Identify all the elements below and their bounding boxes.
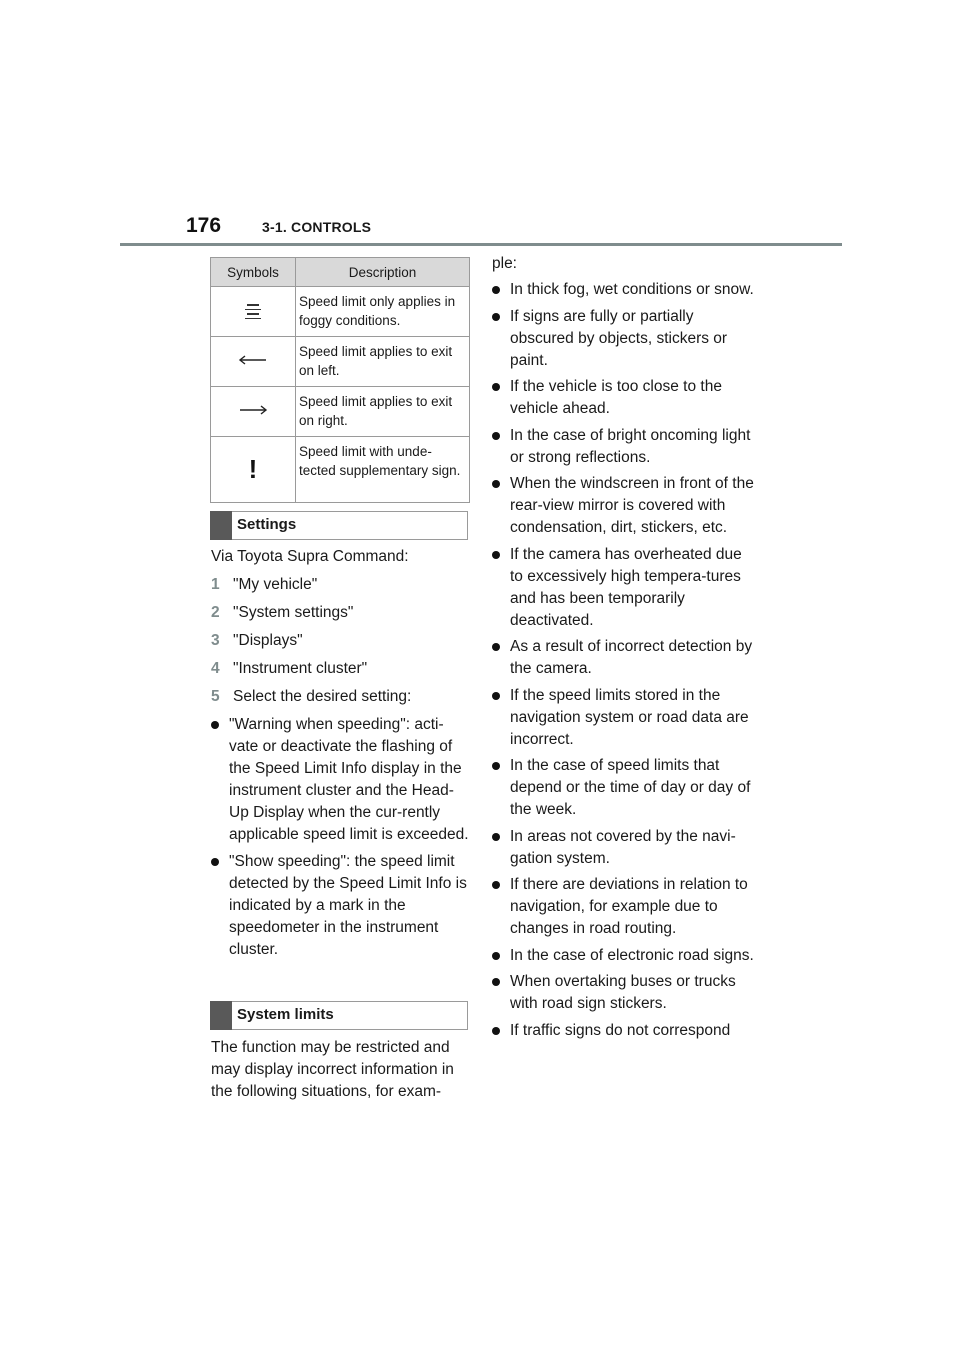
system-limits-continued [492, 253, 754, 1046]
system-limits-heading [210, 1001, 468, 1030]
arrow-left-icon [238, 354, 268, 366]
symbol-cell [211, 287, 296, 337]
list-item: In thick fog, wet conditions or snow. [492, 279, 754, 301]
table-header-row [211, 258, 470, 287]
settings-section [211, 546, 469, 965]
column-header-description: Description [296, 258, 470, 287]
fog-icon [244, 301, 262, 319]
heading-marker [210, 1001, 232, 1030]
symbol-cell [211, 437, 296, 503]
list-item: If the speed limits stored in the navigation system or road data are incorrect. [492, 685, 754, 751]
list-item: As a result of incorrect detection by the camera. [492, 636, 754, 680]
list-item: When overtaking buses or trucks with road sign stickers. [492, 971, 754, 1015]
step-item: 4 "Instrument cluster" [211, 660, 368, 677]
symbol-cell [211, 337, 296, 387]
column-header-symbols: Symbols [211, 258, 296, 287]
table-row [211, 337, 470, 387]
step-item: 3 "Displays" [211, 632, 303, 649]
list-item: If the vehicle is too close to the vehicle ahead. [492, 376, 754, 420]
description-cell: Speed limit only applies in foggy conditions. [296, 287, 470, 337]
page-number: 176 [186, 214, 222, 237]
settings-intro: Via Toyota Supra Command: [211, 548, 409, 565]
description-cell: Speed limit with unde-tected supplementary sign. [296, 437, 470, 503]
list-item: "Show speeding": the speed limit detected by the Speed Limit Info is indicated by a mark in the speedometer in the instrument cluster. [211, 851, 469, 961]
system-limits-heading-label: System limits [237, 1006, 334, 1023]
list-item: "Warning when speeding": acti-vate or deactivate the flashing of the Speed Limit Info display in the instrument cluster and the Head-Up Display when the cur-rently applicable speed limit is exceeded. [211, 714, 469, 846]
arrow-right-icon [238, 404, 268, 416]
header-rule [120, 243, 842, 246]
table-row [211, 287, 470, 337]
list-item: If traffic signs do not correspond [492, 1020, 754, 1042]
step-item: 2 "System settings" [211, 604, 354, 621]
system-limits-intro: The function may be restricted and may display incorrect information in the following situations, for exam- [211, 1039, 454, 1100]
list-item: If there are deviations in relation to navigation, for example due to changes in road routing. [492, 874, 754, 940]
table-row [211, 437, 470, 503]
settings-heading [210, 511, 468, 540]
list-item: In the case of speed limits that depend or the time of day or day of the week. [492, 755, 754, 821]
continuation-text: ple: [492, 255, 517, 272]
symbol-cell [211, 387, 296, 437]
settings-heading-label: Settings [237, 516, 297, 533]
heading-marker [210, 511, 232, 540]
step-item: 1 "My vehicle" [211, 576, 318, 593]
table-row [211, 387, 470, 437]
list-item: In the case of electronic road signs. [492, 945, 754, 967]
description-cell: Speed limit applies to exit on left. [296, 337, 470, 387]
list-item: In the case of bright oncoming light or strong reflections. [492, 425, 754, 469]
section-title: 3-1. CONTROLS [262, 219, 372, 235]
exclamation-icon: ! [248, 454, 258, 484]
symbols-table [210, 257, 470, 503]
list-item: If signs are fully or partially obscured by objects, stickers or paint. [492, 306, 754, 372]
step-item: 5 Select the desired setting: [211, 688, 412, 705]
description-cell: Speed limit applies to exit on right. [296, 387, 470, 437]
list-item: If the camera has overheated due to excessively high tempera-tures and has been temporarily deactivated. [492, 544, 754, 632]
list-item: In areas not covered by the navi-gation system. [492, 826, 754, 870]
list-item: When the windscreen in front of the rear-view mirror is covered with condensation, dirt, stickers, etc. [492, 473, 754, 539]
